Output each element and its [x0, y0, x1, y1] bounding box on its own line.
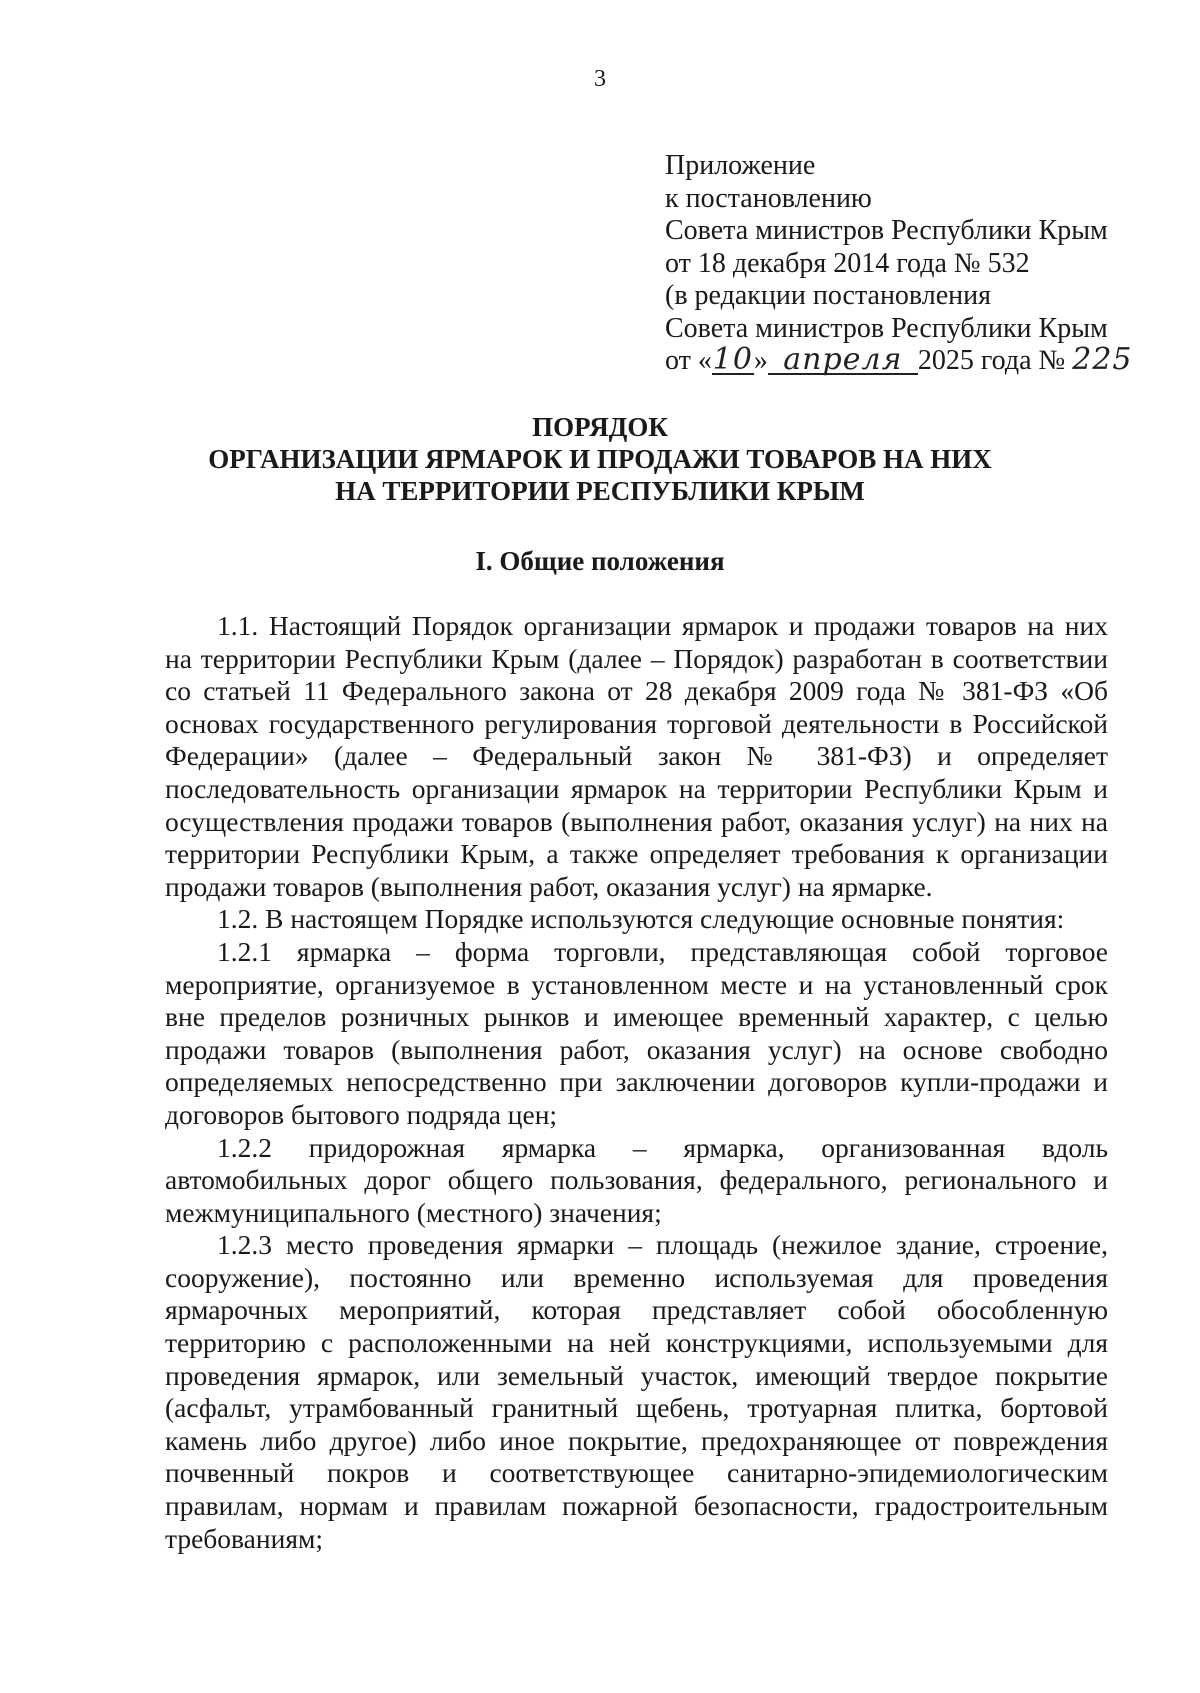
handwritten-number: 225	[1072, 342, 1133, 377]
page-number: 3	[594, 66, 606, 92]
appendix-date-line	[665, 342, 1185, 378]
appendix-header	[665, 150, 1185, 378]
paragraph: 1.2. В настоящем Порядке используются следующие основные понятия:	[217, 903, 1065, 935]
appendix-line: к постановлению	[665, 182, 872, 214]
handwritten-month: апреля	[768, 347, 918, 375]
title-line: ПОРЯДОК	[532, 412, 668, 442]
paragraph: 1.1. Настоящий Порядок организации ярмарок и продажи товаров на них на территории Республики Крым (далее – Порядок) разработан в соответствии со статьей 11 Федерального закона от 28 декабря 2009 года № 381-ФЗ «Об основах государственного регулирования торговой деятельности в Российской Федерации» (далее – Федеральный закон № 381-ФЗ) и определяет последовательность организации ярмарок на территории Республики Крым и осуществления продажи товаров (выполнения работ, оказания услуг) на них на территории Республики Крым, а также определяет требования к организации продажи товаров (выполнения работ, оказания услуг) на ярмарке.	[165, 610, 1108, 902]
date-prefix: от «	[665, 345, 712, 376]
date-mid: »	[753, 345, 768, 376]
appendix-line: Приложение	[665, 150, 816, 181]
document-body	[165, 610, 1108, 1555]
section-heading: I. Общие положения	[475, 546, 725, 576]
title-line: НА ТЕРРИТОРИИ РЕСПУБЛИКИ КРЫМ	[335, 476, 865, 506]
date-suffix: 2025 года №	[917, 345, 1066, 376]
appendix-line: от 18 декабря 2014 года № 532	[665, 247, 1030, 279]
document-title	[0, 411, 1200, 507]
appendix-line: Совета министров Республики Крым	[665, 312, 1108, 344]
handwritten-day: 10	[712, 342, 753, 377]
paragraph: 1.2.1 ярмарка – форма торговли, представляющая собой торговое мероприятие, организуемое в установленном месте и на установленный срок вне пределов розничных рынков и имеющее временный характер, с целью продажи товаров (выполнения работ, оказания услуг) на основе свободно определяемых непосредственно при заключении договоров купли-продажи и договоров бытового подряда цен;	[165, 935, 1108, 1130]
appendix-line: (в редакции постановления	[665, 280, 992, 311]
appendix-line: Совета министров Республики Крым	[665, 215, 1108, 246]
paragraph: 1.2.2 придорожная ярмарка – ярмарка, организованная вдоль автомобильных дорог общего пользования, федерального, регионального и межмуниципального (местного) значения;	[165, 1131, 1108, 1228]
paragraph: 1.2.3 место проведения ярмарки – площадь (нежилое здание, строение, сооружение), постоянно или временно используемая для проведения ярмарочных мероприятий, которая представляет собой обособленную территорию с расположенными на ней конструкциями, используемыми для проведения ярмарок, или земельный участок, имеющий твердое покрытие (асфальт, утрамбованный гранитный щебень, тротуарная плитка, бортовой камень либо другое) либо иное покрытие, предохраняющее от повреждения почвенный покров и соответствующее санитарно-эпидемиологическим правилам, нормам и правилам пожарной безопасности, градостроительным требованиям;	[165, 1229, 1108, 1554]
title-line: ОРГАНИЗАЦИИ ЯРМАРОК И ПРОДАЖИ ТОВАРОВ НА НИХ	[208, 444, 992, 474]
